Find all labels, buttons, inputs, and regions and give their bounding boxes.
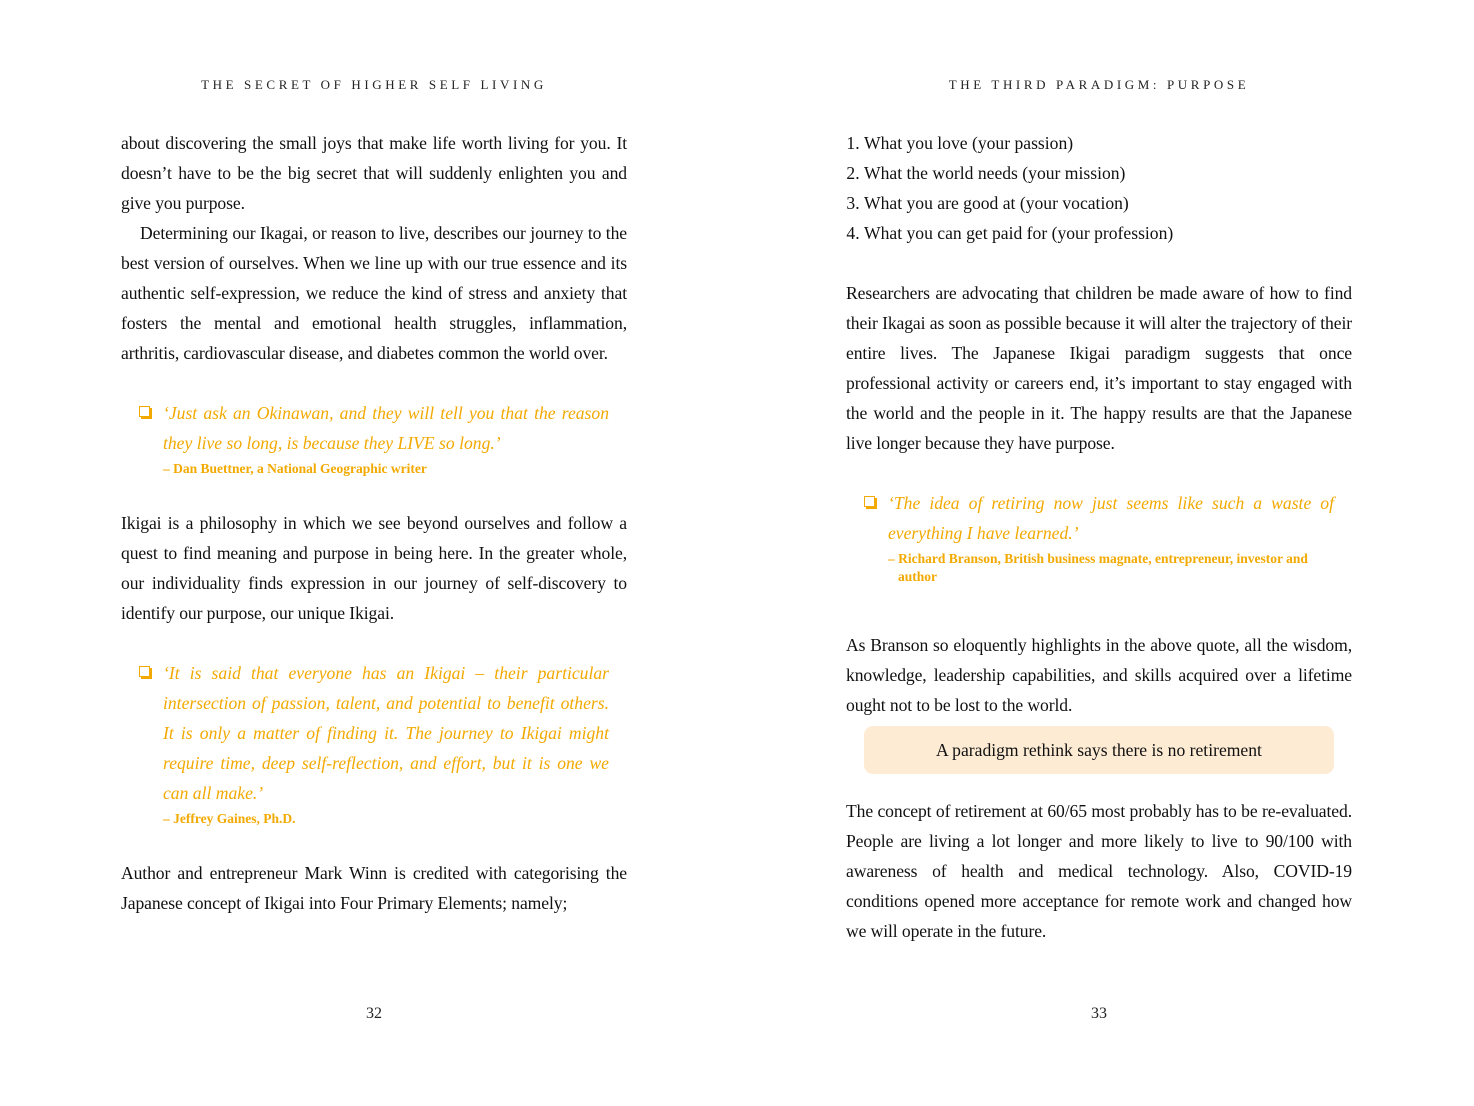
right-page	[846, 0, 1352, 1106]
list-item: 2. What the world needs (your mission)	[864, 158, 1352, 188]
right-page-content	[846, 128, 1352, 946]
pull-quote	[846, 488, 1352, 586]
list-item: 4. What you can get paid for (your profession)	[864, 218, 1352, 248]
body-paragraph: Determining our Ikagai, or reason to live, describes our journey to the best version of ourselves. When we line up with our true essence and its authentic self-expression, we reduce the kind of stress and anxiety that fosters the mental and emotional health struggles, inflammation, arthritis, cardiovascular disease, and diabetes common the world over.	[121, 223, 627, 363]
quote-text: ‘Just ask an Okinawan, and they will tell you that the reason they live so long, is because they LIVE so long.’	[163, 403, 609, 453]
page-number: 32	[366, 1005, 382, 1022]
running-head-right: THE THIRD PARADIGM: PURPOSE	[948, 77, 1250, 92]
body-paragraph: Researchers are advocating that children be made aware of how to find their Ikagai as soon as possible because it will alter the trajectory of their entire lives. The Japanese Ikigai paradigm suggests that once professional activity or careers end, it’s important to stay engaged with the world and the people in it. The happy results are that the Japanese live longer because they have purpose.	[846, 283, 1352, 453]
pull-quote	[121, 658, 627, 828]
left-page	[121, 0, 627, 1106]
body-paragraph: Ikigai is a philosophy in which we see beyond ourselves and follow a quest to find meaning and purpose in being here. In the greater whole, our individuality finds expression in our journey of self-discovery to identify our purpose, our unique Ikigai.	[121, 513, 627, 623]
quote-text: ‘The idea of retiring now just seems like such a waste of everything I have learned.’	[888, 493, 1334, 543]
body-paragraph: As Branson so eloquently highlights in the above quote, all the wisdom, knowledge, leadership capabilities, and skills acquired over a lifetime ought not to be lost to the world.	[846, 635, 1352, 715]
body-paragraph: The concept of retirement at 60/65 most probably has to be re-evaluated. People are living a lot longer and more likely to live to 90/100 with awareness of health and medical technology. Also, COVID-19 conditions opened more acceptance for remote work and changed how we will operate in the future.	[846, 801, 1352, 941]
quote-attribution: – Jeffrey Gaines, Ph.D.	[163, 811, 296, 826]
body-paragraph: Author and entrepreneur Mark Winn is credited with categorising the Japanese concept of Ikigai into Four Primary Elements; namely;	[121, 863, 627, 913]
running-head-left: THE SECRET OF HIGHER SELF LIVING	[201, 77, 547, 92]
left-page-content	[121, 128, 627, 918]
checkbox-bullet-icon	[864, 496, 875, 507]
body-paragraph: about discovering the small joys that make life worth living for you. It doesn’t have to be the big secret that will suddenly enlighten you and give you purpose.	[121, 133, 627, 213]
checkbox-bullet-icon	[139, 666, 150, 677]
page-number: 33	[1091, 1005, 1107, 1022]
quote-attribution: – Dan Buettner, a National Geographic writer	[163, 461, 427, 476]
callout-box	[864, 726, 1334, 774]
list-item: 3. What you are good at (your vocation)	[864, 188, 1352, 218]
callout-text: A paradigm rethink says there is no retirement	[936, 739, 1262, 760]
quote-text: ‘It is said that everyone has an Ikigai – their particular intersection of passion, talent, and potential to benefit others. It is only a matter of finding it. The journey to Ikigai might require time, deep self-reflection, and effort, but it is one we can all make.’	[163, 663, 609, 803]
quote-attribution: – Richard Branson, British business magnate, entrepreneur, investor and author	[888, 551, 1308, 584]
four-elements-list	[846, 128, 1352, 248]
pull-quote	[121, 398, 627, 478]
list-item: 1. What you love (your passion)	[864, 128, 1352, 158]
checkbox-bullet-icon	[139, 406, 150, 417]
